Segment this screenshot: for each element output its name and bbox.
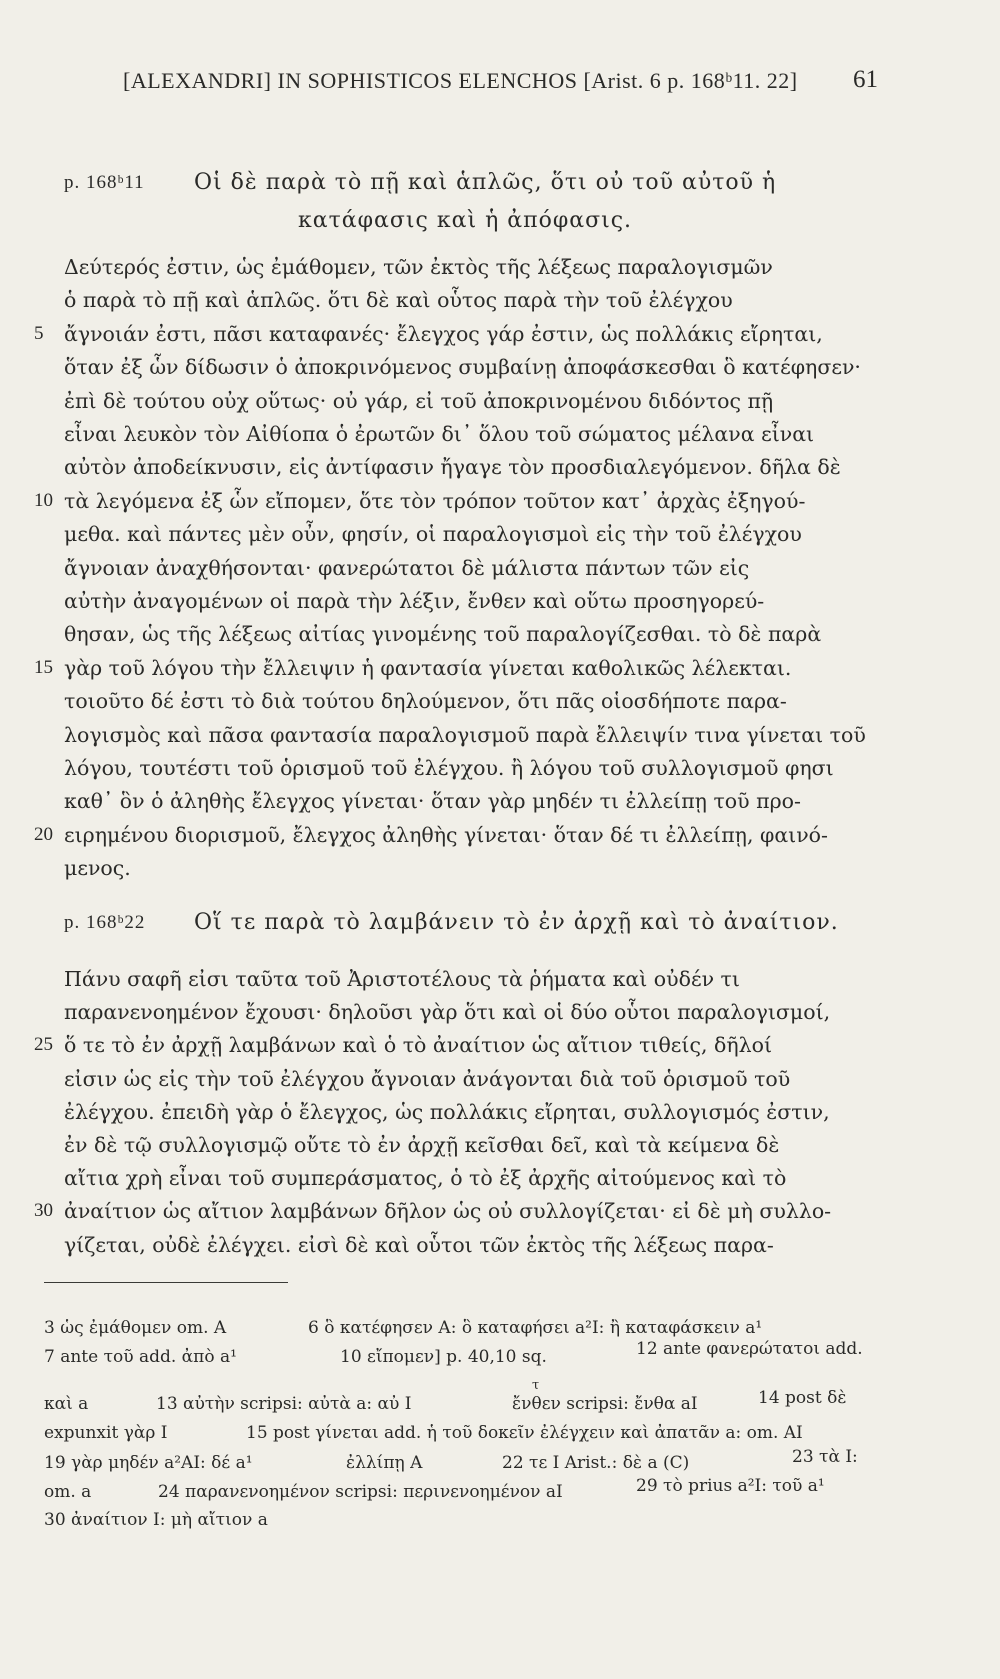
apparatus-note: 29 τὸ prius a²I: τοῦ a¹	[636, 1476, 825, 1496]
line-text: ἐπὶ δὲ τούτου οὐχ οὕτως· οὐ γάρ, εἰ τοῦ ἀποκρινομένου διδόντος πῇ	[64, 388, 774, 413]
apparatus-note: expunxit γὰρ I	[44, 1423, 168, 1443]
apparatus-note: 3 ὡς ἐμάθομεν om. A	[44, 1318, 227, 1338]
text-line	[64, 718, 884, 752]
text-line	[34, 484, 884, 518]
line-text: παρανενοημένον ἔχουσι· δηλοῦσι γὰρ ὅτι καὶ οἱ δύο οὗτοι παραλογισμοί,	[64, 1000, 831, 1025]
line-number: 30	[34, 1200, 53, 1222]
line-number: 15	[34, 656, 53, 678]
line-text: ἀναίτιον ὡς αἴτιον λαμβάνων δῆλον ὡς οὐ συλλογίζεται· εἰ δὲ μὴ συλλο-	[64, 1199, 832, 1224]
apparatus-note: 22 τε I Arist.: δὲ a (C)	[502, 1453, 690, 1473]
line-number: 20	[34, 823, 53, 845]
line-text: μεθα. καὶ πάντες μὲν οὖν, φησίν, οἱ παραλογισμοὶ εἰς τὴν τοῦ ἐλέγχου	[64, 522, 802, 547]
text-line	[64, 350, 884, 384]
text-line	[64, 584, 884, 618]
line-text: Πάνυ σαφῆ εἰσι ταῦτα τοῦ Ἀριστοτέλους τὰ ῥήματα καὶ οὐδέν τι	[64, 967, 740, 991]
line-text: εἰσιν ὡς εἰς τὴν τοῦ ἐλέγχου ἄγνοιαν ἀνάγονται διὰ τοῦ ὁρισμοῦ τοῦ	[64, 1066, 791, 1091]
text-line	[64, 1128, 884, 1162]
apparatus-note: 13 αὐτὴν scripsi: αὐτὰ a: αὐ I	[156, 1394, 412, 1414]
line-text: λογισμὸς καὶ πᾶσα φαντασία παραλογισμοῦ παρὰ ἔλλειψίν τινα γίνεται τοῦ	[64, 722, 866, 747]
line-text: ὁ παρὰ τὸ πῇ καὶ ἁπλῶς. ὅτι δὲ καὶ οὗτος παρὰ τὴν τοῦ ἐλέγχου	[64, 288, 733, 313]
line-text: εἶναι λευκὸν τὸν Αἰθίοπα ὁ ἐρωτῶν δι᾽ ὅλου τοῦ σώματος μέλανα εἶναι	[64, 422, 815, 446]
line-text: λόγου, τουτέστι τοῦ ὁρισμοῦ τοῦ ἐλέγχου. ἢ λόγου τοῦ συλλογισμοῦ φησι	[64, 756, 834, 780]
line-text: ὅταν ἐξ ὧν δίδωσιν ὁ ἀποκρινόμενος συμβαίνῃ ἀποφάσκεσθαι ὃ κατέφησεν·	[64, 355, 861, 380]
line-text: καθ᾽ ὃν ὁ ἀληθὴς ἔλεγχος γίνεται· ὅταν γὰρ μηδέν τι ἐλλείπῃ τοῦ προ-	[64, 789, 801, 814]
lemma-text: κατάφασις καὶ ἡ ἀπόφασις.	[298, 208, 633, 233]
line-number: 25	[34, 1034, 53, 1056]
lemma-text: Οἱ δὲ παρὰ τὸ πῇ καὶ ἁπλῶς, ὅτι οὐ τοῦ αὐτοῦ ἡ	[194, 170, 777, 195]
apparatus-note: 15 post γίνεται add. ἡ τοῦ δοκεῖν ἐλέγχειν καὶ ἀπατᾶν a: om. AI	[246, 1423, 803, 1443]
line-text: Δεύτερός ἐστιν, ὡς ἐμάθομεν, τῶν ἐκτὸς τῆς λέξεως παραλογισμῶν	[64, 255, 773, 279]
text-line	[64, 1095, 884, 1129]
text-line	[64, 751, 884, 785]
apparatus-note: 30 ἀναίτιον I: μὴ αἴτιον a	[44, 1510, 268, 1530]
footnote-rule	[44, 1282, 288, 1283]
lemma-reference: p. 168ᵇ22	[64, 912, 146, 933]
text-line	[64, 851, 884, 885]
apparatus-note: 24 παρανενοημένον scripsi: περινενοημένον aI	[158, 1482, 563, 1502]
line-text: ἄγνοιαν ἀναχθήσονται· φανερώτατοι δὲ μάλιστα πάντων τῶν εἰς	[64, 555, 750, 580]
apparatus-note: 10 εἴπομεν] p. 40,10 sq.	[340, 1347, 547, 1367]
text-line	[34, 818, 884, 852]
line-text: αὐτὴν ἀναγομένων οἱ παρὰ τὴν λέξιν, ἔνθεν καὶ οὕτω προσηγορεύ-	[64, 589, 765, 613]
apparatus-note: ἐλλίπῃ A	[346, 1453, 423, 1473]
line-text: ἐν δὲ τῷ συλλογισμῷ οὔτε τὸ ἐν ἀρχῇ κεῖσθαι δεῖ, καὶ τὰ κείμενα δὲ	[64, 1133, 780, 1157]
text-line	[64, 517, 884, 551]
text-line	[64, 684, 884, 718]
apparatus-note: 12 ante φανερώτατοι add.	[636, 1339, 863, 1359]
line-text: ειρημένου διορισμοῦ, ἔλεγχος ἀληθὴς γίνεται· ὅταν δέ τι ἐλλείπῃ, φαινό-	[64, 822, 828, 847]
apparatus-superscript: τ	[532, 1378, 540, 1393]
apparatus-note: 19 γὰρ μηδέν a²AI: δέ a¹	[44, 1453, 253, 1473]
text-line	[64, 995, 884, 1029]
apparatus-note: ἔνθεν scripsi: ἔνθα aI	[512, 1394, 698, 1414]
running-head: [ALEXANDRI] IN SOPHISTICOS ELENCHOS [Arist. 6 p. 168ᵇ11. 22]	[123, 68, 798, 93]
line-text: αἴτια χρὴ εἶναι τοῦ συμπεράσματος, ὁ τὸ ἐξ ἀρχῆς αἰτούμενος καὶ τὸ	[64, 1166, 787, 1191]
line-text: ὅ τε τὸ ἐν ἀρχῇ λαμβάνων καὶ ὁ τὸ ἀναίτιον ὡς αἴτιον τιθείς, δῆλοί	[64, 1033, 772, 1058]
text-line	[64, 250, 884, 284]
page-number: 61	[853, 66, 878, 93]
line-number: 5	[34, 322, 44, 344]
text-line	[64, 962, 884, 996]
text-line	[64, 1161, 884, 1195]
apparatus-note: 6 ὃ κατέφησεν A: ὃ καταφήσει a²I: ἢ καταφάσκειν a¹	[308, 1318, 763, 1338]
line-number: 10	[34, 489, 53, 511]
lemma-line	[298, 204, 1000, 238]
line-text: μενος.	[64, 856, 131, 881]
text-line	[64, 384, 884, 418]
lemma-line	[64, 906, 1000, 940]
line-text: ἐλέγχου. ἐπειδὴ γὰρ ὁ ἔλεγχος, ὡς πολλάκις εἴρηται, συλλογισμός ἐστιν,	[64, 1099, 830, 1124]
text-line	[34, 317, 884, 351]
lemma-line	[64, 166, 1000, 200]
text-line	[64, 417, 884, 451]
text-line	[64, 1062, 884, 1096]
line-text: γίζεται, οὐδὲ ἐλέγχει. εἰσὶ δὲ καὶ οὗτοι τῶν ἐκτὸς τῆς λέξεως παρα-	[64, 1232, 774, 1257]
line-text: τοιοῦτο δέ ἐστι τὸ διὰ τούτου δηλούμενον, ὅτι πᾶς οἱοσδήποτε παρα-	[64, 689, 787, 714]
apparatus-note: 23 τὰ I:	[792, 1447, 858, 1467]
text-line	[64, 450, 884, 484]
text-line	[34, 651, 884, 685]
text-line	[34, 1194, 884, 1228]
apparatus-note: καὶ a	[44, 1394, 89, 1414]
line-text: αὐτὸν ἀποδείκνυσιν, εἰς ἀντίφασιν ἤγαγε τὸν προσδιαλεγόμενον. δῆλα δὲ	[64, 455, 841, 480]
apparatus-note: 14 post δὲ	[758, 1388, 847, 1408]
apparatus-note: om. a	[44, 1482, 92, 1502]
text-line	[64, 551, 884, 585]
text-line	[64, 1228, 884, 1262]
lemma-reference: p. 168ᵇ11	[64, 172, 145, 193]
text-line	[64, 617, 884, 651]
line-text: θησαν, ὡς τῆς λέξεως αἰτίας γινομένης τοῦ παραλογίζεσθαι. τὸ δὲ παρὰ	[64, 622, 822, 647]
line-text: ἄγνοιάν ἐστι, πᾶσι καταφανές· ἔλεγχος γάρ ἐστιν, ὡς πολλάκις εἴρηται,	[64, 321, 823, 346]
line-text: γὰρ τοῦ λόγου τὴν ἔλλειψιν ἡ φαντασία γίνεται καθολικῶς λέλεκται.	[64, 655, 792, 680]
text-line	[34, 1028, 884, 1062]
text-line	[64, 283, 884, 317]
text-line	[64, 784, 884, 818]
lemma-text: Οἵ τε παρὰ τὸ λαμβάνειν τὸ ἐν ἀρχῇ καὶ τὸ ἀναίτιον.	[194, 910, 839, 935]
apparatus-note: 7 ante τοῦ add. ἀπὸ a¹	[44, 1347, 237, 1367]
line-text: τὰ λεγόμενα ἐξ ὧν εἴπομεν, ὅτε τὸν τρόπον τοῦτον κατ᾽ ἀρχὰς ἐξηγού-	[64, 488, 806, 513]
